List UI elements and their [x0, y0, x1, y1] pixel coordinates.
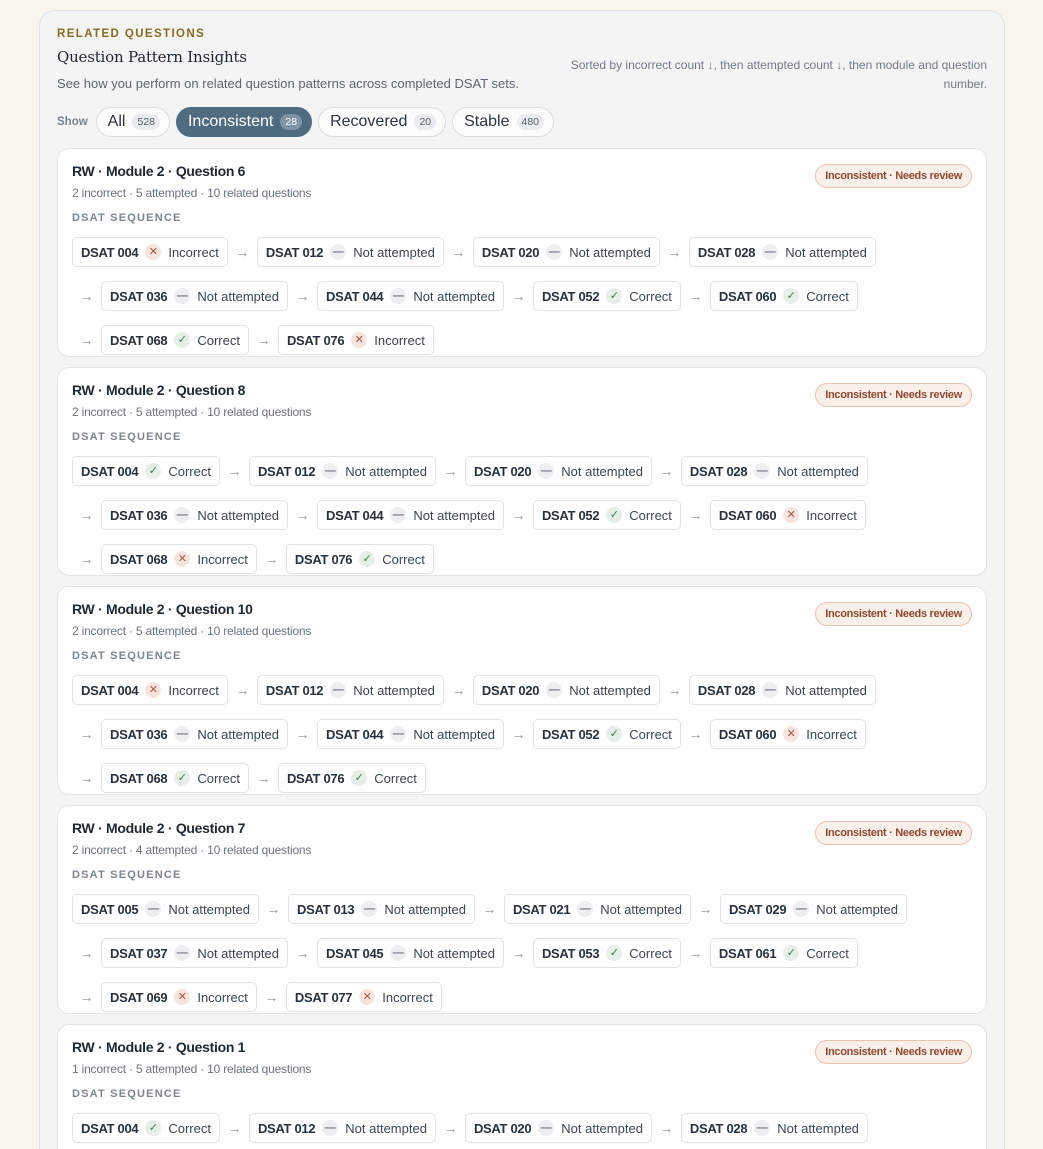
arrow-right-icon: →	[264, 989, 279, 1005]
arrow-right-icon: →	[227, 1120, 242, 1136]
dash-icon: —	[361, 901, 377, 917]
check-icon: ✓	[606, 288, 622, 304]
dsat-pill[interactable]	[533, 938, 681, 968]
filter-chip-count: 528	[132, 114, 160, 130]
dsat-status: Incorrect	[197, 551, 248, 567]
dash-icon: —	[174, 507, 190, 523]
arrow-right-icon: →	[511, 945, 526, 961]
sort-note: Sorted by incorrect count ↓, then attempted count ↓, then module and question number.	[570, 58, 987, 91]
dsat-set-name: DSAT 044	[325, 507, 384, 523]
dsat-status: Incorrect	[806, 726, 857, 742]
dsat-pill[interactable]	[101, 544, 257, 574]
status-badge: Inconsistent · Needs review	[815, 821, 972, 845]
dsat-set-name: DSAT 012	[257, 1120, 316, 1136]
check-icon: ✓	[783, 288, 799, 304]
arrow-right-icon: →	[659, 1120, 674, 1136]
x-icon: ✕	[174, 551, 190, 567]
arrow-right-icon: →	[79, 770, 94, 786]
dash-icon: —	[546, 244, 562, 260]
check-icon: ✓	[145, 463, 161, 479]
dsat-pill[interactable]	[720, 894, 907, 924]
dsat-status: Not attempted	[413, 507, 495, 523]
arrow-right-icon: →	[235, 682, 250, 698]
x-icon: ✕	[145, 244, 161, 260]
dash-icon: —	[174, 726, 190, 742]
dsat-pill[interactable]	[101, 500, 288, 530]
dsat-pill[interactable]	[101, 938, 288, 968]
dsat-status: Not attempted	[197, 945, 279, 961]
dash-icon: —	[174, 288, 190, 304]
check-icon: ✓	[174, 332, 190, 348]
dsat-set-name: DSAT 004	[81, 1120, 139, 1136]
card-title: RW · Module 2 · Question 6	[72, 163, 246, 179]
dsat-status: Incorrect	[197, 989, 248, 1005]
arrow-right-icon: →	[235, 244, 250, 260]
check-icon: ✓	[359, 551, 375, 567]
arrow-right-icon: →	[688, 726, 703, 742]
arrow-right-icon: →	[79, 551, 94, 567]
dsat-set-name: DSAT 053	[541, 945, 600, 961]
dsat-pill[interactable]	[72, 675, 228, 705]
dsat-pill[interactable]	[689, 675, 876, 705]
dsat-pill[interactable]	[317, 938, 504, 968]
filter-chip-stable[interactable]	[452, 107, 554, 137]
dsat-set-name: DSAT 029	[728, 901, 787, 917]
dsat-status: Correct	[374, 770, 417, 786]
card-title: RW · Module 2 · Question 1	[72, 1039, 246, 1055]
dsat-pill[interactable]	[286, 982, 442, 1012]
arrow-right-icon: →	[451, 244, 466, 260]
dsat-pill[interactable]	[286, 544, 434, 574]
dsat-status: Not attempted	[345, 1120, 427, 1136]
dsat-status: Not attempted	[353, 244, 435, 260]
dash-icon: —	[793, 901, 809, 917]
dsat-pill[interactable]	[473, 237, 660, 267]
dsat-set-name: DSAT 068	[110, 551, 168, 567]
question-card[interactable]	[57, 367, 987, 576]
dsat-status: Correct	[629, 726, 672, 742]
dsat-status: Correct	[197, 332, 240, 348]
dsat-set-name: DSAT 005	[81, 901, 139, 917]
sequence-label: DSAT SEQUENCE	[72, 650, 182, 662]
filter-chip-count: 480	[517, 114, 545, 130]
dsat-status: Correct	[168, 463, 211, 479]
page-subtitle: See how you perform on related question patterns across completed DSAT sets.	[57, 76, 519, 91]
dsat-pill[interactable]	[710, 938, 858, 968]
dsat-status: Correct	[197, 770, 240, 786]
arrow-right-icon: →	[482, 901, 497, 917]
card-title: RW · Module 2 · Question 7	[72, 820, 246, 836]
dsat-status: Not attempted	[600, 901, 682, 917]
dash-icon: —	[762, 244, 778, 260]
dsat-status: Correct	[629, 507, 672, 523]
arrow-right-icon: →	[443, 1120, 458, 1136]
dsat-status: Incorrect	[806, 507, 857, 523]
dsat-status: Not attempted	[561, 1120, 643, 1136]
check-icon: ✓	[174, 770, 190, 786]
dsat-set-name: DSAT 068	[110, 332, 168, 348]
sequence-label: DSAT SEQUENCE	[72, 212, 182, 224]
x-icon: ✕	[783, 726, 799, 742]
arrow-right-icon: →	[698, 901, 713, 917]
filter-chip-all[interactable]	[96, 107, 170, 137]
arrow-right-icon: →	[79, 726, 94, 742]
dash-icon: —	[174, 945, 190, 961]
dsat-pill[interactable]	[257, 237, 444, 267]
sequence-label: DSAT SEQUENCE	[72, 431, 182, 443]
dsat-status: Not attempted	[384, 901, 466, 917]
arrow-right-icon: →	[266, 901, 281, 917]
dsat-set-name: DSAT 045	[325, 945, 384, 961]
filter-label: Show	[57, 116, 88, 128]
dsat-set-name: DSAT 069	[110, 989, 168, 1005]
arrow-right-icon: →	[79, 332, 94, 348]
dsat-pill[interactable]	[72, 456, 220, 486]
dsat-set-name: DSAT 060	[718, 288, 777, 304]
card-title: RW · Module 2 · Question 10	[72, 601, 253, 617]
dsat-pill[interactable]	[288, 894, 475, 924]
dsat-pill[interactable]	[681, 1113, 868, 1143]
dsat-status: Not attempted	[168, 901, 250, 917]
arrow-right-icon: →	[264, 551, 279, 567]
dsat-set-name: DSAT 028	[689, 1120, 748, 1136]
dash-icon: —	[762, 682, 778, 698]
dsat-set-name: DSAT 004	[81, 682, 139, 698]
filter-chip-label: Recovered	[330, 113, 408, 130]
arrow-right-icon: →	[688, 945, 703, 961]
dsat-status: Not attempted	[777, 463, 859, 479]
dsat-sequence	[72, 456, 972, 574]
status-badge: Inconsistent · Needs review	[815, 164, 972, 188]
arrow-right-icon: →	[256, 332, 271, 348]
arrow-right-icon: →	[511, 507, 526, 523]
dash-icon: —	[754, 1120, 770, 1136]
dsat-status: Not attempted	[569, 244, 651, 260]
dsat-pill[interactable]	[101, 281, 288, 311]
dsat-pill[interactable]	[533, 281, 681, 311]
dsat-set-name: DSAT 052	[541, 507, 600, 523]
dsat-pill[interactable]	[710, 719, 866, 749]
card-stats: 2 incorrect · 4 attempted · 10 related questions	[72, 843, 312, 857]
dsat-set-name: DSAT 028	[689, 463, 748, 479]
arrow-right-icon: →	[667, 682, 682, 698]
filter-chip-inconsistent[interactable]	[176, 107, 312, 137]
dsat-status: Correct	[806, 945, 849, 961]
dsat-status: Correct	[629, 945, 672, 961]
arrow-right-icon: →	[511, 288, 526, 304]
dsat-status: Incorrect	[374, 332, 425, 348]
dsat-set-name: DSAT 012	[265, 244, 324, 260]
dsat-status: Correct	[629, 288, 672, 304]
arrow-right-icon: →	[688, 288, 703, 304]
dsat-status: Not attempted	[413, 945, 495, 961]
dash-icon: —	[538, 463, 554, 479]
arrow-right-icon: →	[256, 770, 271, 786]
dsat-status: Incorrect	[168, 682, 219, 698]
dsat-pill[interactable]	[278, 325, 434, 355]
dsat-pill[interactable]	[317, 500, 504, 530]
dsat-set-name: DSAT 076	[286, 332, 345, 348]
dash-icon: —	[330, 682, 346, 698]
dsat-pill[interactable]	[689, 237, 876, 267]
dsat-pill[interactable]	[72, 237, 228, 267]
dsat-set-name: DSAT 060	[718, 726, 777, 742]
check-icon: ✓	[606, 726, 622, 742]
question-card[interactable]	[57, 586, 987, 795]
filter-chip-count: 20	[414, 114, 436, 130]
dash-icon: —	[390, 507, 406, 523]
status-badge: Inconsistent · Needs review	[815, 383, 972, 407]
sequence-label: DSAT SEQUENCE	[72, 869, 182, 881]
dsat-pill[interactable]	[249, 1113, 436, 1143]
dsat-status: Not attempted	[197, 507, 279, 523]
dsat-pill[interactable]	[101, 763, 249, 793]
status-badge: Inconsistent · Needs review	[815, 602, 972, 626]
status-badge: Inconsistent · Needs review	[815, 1040, 972, 1064]
sequence-label: DSAT SEQUENCE	[72, 1088, 182, 1100]
card-title: RW · Module 2 · Question 8	[72, 382, 246, 398]
dsat-set-name: DSAT 061	[718, 945, 777, 961]
x-icon: ✕	[359, 989, 375, 1005]
dsat-pill[interactable]	[101, 982, 257, 1012]
dsat-status: Not attempted	[197, 726, 279, 742]
dsat-set-name: DSAT 044	[325, 288, 384, 304]
dsat-status: Correct	[806, 288, 849, 304]
dsat-set-name: DSAT 052	[541, 726, 600, 742]
dsat-pill[interactable]	[465, 456, 652, 486]
arrow-right-icon: →	[511, 726, 526, 742]
dash-icon: —	[546, 682, 562, 698]
dash-icon: —	[390, 726, 406, 742]
arrow-right-icon: →	[688, 507, 703, 523]
dash-icon: —	[538, 1120, 554, 1136]
card-stats: 2 incorrect · 5 attempted · 10 related questions	[72, 624, 312, 638]
dsat-pill[interactable]	[681, 456, 868, 486]
dsat-status: Not attempted	[353, 682, 435, 698]
dsat-pill[interactable]	[317, 719, 504, 749]
dsat-pill[interactable]	[710, 281, 858, 311]
dash-icon: —	[145, 901, 161, 917]
check-icon: ✓	[606, 945, 622, 961]
dash-icon: —	[390, 945, 406, 961]
dsat-status: Not attempted	[785, 244, 867, 260]
related-questions-panel	[39, 10, 1005, 1149]
dsat-status: Not attempted	[345, 463, 427, 479]
dsat-set-name: DSAT 020	[473, 463, 532, 479]
dsat-pill[interactable]	[72, 894, 259, 924]
question-card[interactable]	[57, 805, 987, 1014]
dsat-pill[interactable]	[710, 500, 866, 530]
dsat-status: Not attempted	[777, 1120, 859, 1136]
page-title: Question Pattern Insights	[57, 48, 247, 66]
dsat-pill[interactable]	[317, 281, 504, 311]
dash-icon: —	[577, 901, 593, 917]
dsat-pill[interactable]	[473, 675, 660, 705]
filter-chip-recovered[interactable]	[318, 107, 446, 137]
dsat-set-name: DSAT 052	[541, 288, 600, 304]
dsat-status: Not attempted	[413, 726, 495, 742]
dsat-set-name: DSAT 012	[265, 682, 324, 698]
arrow-right-icon: →	[659, 463, 674, 479]
dsat-status: Not attempted	[816, 901, 898, 917]
dsat-set-name: DSAT 012	[257, 463, 316, 479]
arrow-right-icon: →	[295, 507, 310, 523]
arrow-right-icon: →	[79, 288, 94, 304]
dsat-set-name: DSAT 004	[81, 463, 139, 479]
arrow-right-icon: →	[79, 945, 94, 961]
dsat-set-name: DSAT 036	[110, 288, 168, 304]
dsat-set-name: DSAT 036	[110, 726, 168, 742]
dsat-sequence	[72, 1113, 972, 1143]
filter-chip-label: Stable	[464, 113, 510, 130]
dsat-set-name: DSAT 037	[110, 945, 168, 961]
question-card[interactable]	[57, 1024, 987, 1149]
dsat-pill[interactable]	[72, 1113, 220, 1143]
dsat-sequence	[72, 237, 972, 355]
dsat-set-name: DSAT 076	[286, 770, 345, 786]
dsat-set-name: DSAT 020	[481, 682, 540, 698]
dsat-set-name: DSAT 020	[473, 1120, 532, 1136]
section-eyebrow: RELATED QUESTIONS	[57, 28, 206, 40]
arrow-right-icon: →	[79, 507, 94, 523]
dsat-set-name: DSAT 021	[512, 901, 571, 917]
card-stats: 1 incorrect · 5 attempted · 10 related questions	[72, 1062, 312, 1076]
dsat-set-name: DSAT 036	[110, 507, 168, 523]
dsat-set-name: DSAT 068	[110, 770, 168, 786]
check-icon: ✓	[351, 770, 367, 786]
dsat-set-name: DSAT 004	[81, 244, 139, 260]
arrow-right-icon: →	[79, 989, 94, 1005]
dsat-status: Correct	[382, 551, 425, 567]
question-card[interactable]	[57, 148, 987, 357]
arrow-right-icon: →	[227, 463, 242, 479]
card-stats: 2 incorrect · 5 attempted · 10 related questions	[72, 405, 312, 419]
dsat-set-name: DSAT 076	[294, 551, 353, 567]
dsat-sequence	[72, 675, 972, 793]
check-icon: ✓	[783, 945, 799, 961]
dsat-pill[interactable]	[504, 894, 691, 924]
dsat-pill[interactable]	[465, 1113, 652, 1143]
x-icon: ✕	[174, 989, 190, 1005]
check-icon: ✓	[606, 507, 622, 523]
arrow-right-icon: →	[295, 945, 310, 961]
dsat-status: Not attempted	[413, 288, 495, 304]
dash-icon: —	[322, 1120, 338, 1136]
dsat-status: Correct	[168, 1120, 211, 1136]
card-stats: 2 incorrect · 5 attempted · 10 related questions	[72, 186, 312, 200]
dash-icon: —	[322, 463, 338, 479]
dsat-set-name: DSAT 044	[325, 726, 384, 742]
x-icon: ✕	[351, 332, 367, 348]
dsat-pill[interactable]	[101, 325, 249, 355]
dash-icon: —	[754, 463, 770, 479]
dsat-pill[interactable]	[101, 719, 288, 749]
dsat-pill[interactable]	[533, 500, 681, 530]
dsat-set-name: DSAT 013	[296, 901, 355, 917]
dash-icon: —	[330, 244, 346, 260]
x-icon: ✕	[145, 682, 161, 698]
dsat-sequence	[72, 894, 972, 1012]
dsat-set-name: DSAT 077	[294, 989, 353, 1005]
dsat-status: Not attempted	[197, 288, 279, 304]
arrow-right-icon: →	[667, 244, 682, 260]
dsat-pill[interactable]	[278, 763, 426, 793]
arrow-right-icon: →	[295, 288, 310, 304]
dsat-status: Not attempted	[569, 682, 651, 698]
filter-chip-count: 28	[280, 114, 302, 130]
check-icon: ✓	[145, 1120, 161, 1136]
dsat-set-name: DSAT 028	[697, 682, 756, 698]
dsat-pill[interactable]	[533, 719, 681, 749]
dash-icon: —	[390, 288, 406, 304]
filter-chip-label: Inconsistent	[187, 113, 274, 130]
x-icon: ✕	[783, 507, 799, 523]
dsat-pill[interactable]	[257, 675, 444, 705]
arrow-right-icon: →	[443, 463, 458, 479]
dsat-set-name: DSAT 020	[481, 244, 540, 260]
filter-bar	[57, 107, 554, 137]
dsat-status: Incorrect	[382, 989, 433, 1005]
dsat-pill[interactable]	[249, 456, 436, 486]
dsat-status: Not attempted	[785, 682, 867, 698]
arrow-right-icon: →	[451, 682, 466, 698]
dsat-status: Incorrect	[168, 244, 219, 260]
dsat-set-name: DSAT 028	[697, 244, 756, 260]
filter-chip-label: All	[107, 113, 126, 130]
arrow-right-icon: →	[295, 726, 310, 742]
question-card-list	[57, 148, 987, 1149]
dsat-status: Not attempted	[561, 463, 643, 479]
dsat-set-name: DSAT 060	[718, 507, 777, 523]
